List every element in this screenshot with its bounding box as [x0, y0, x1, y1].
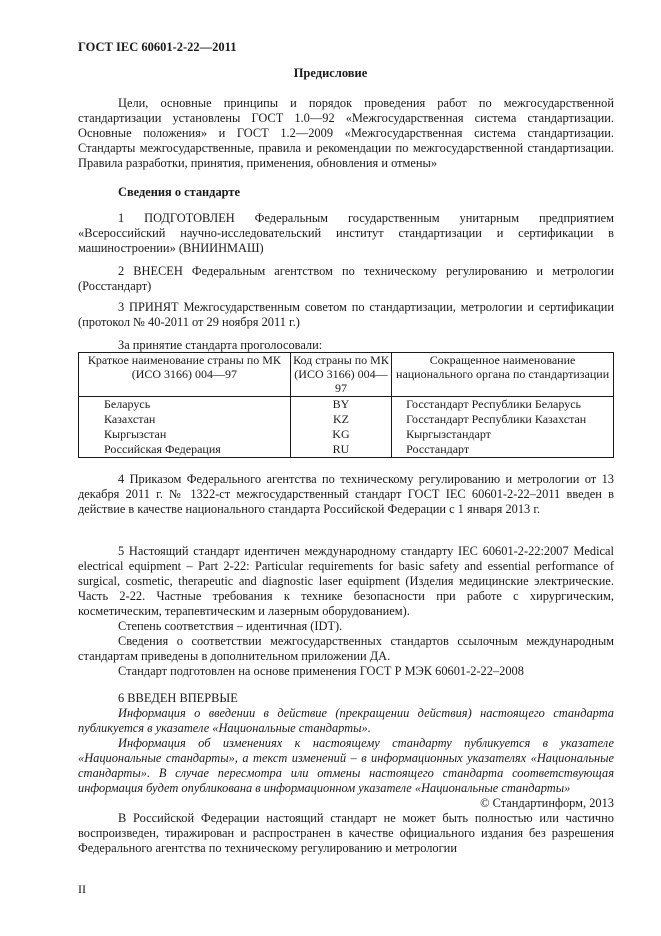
item-6-text: 6 ВВЕДЕН ВПЕРВЫЕ	[118, 691, 238, 705]
country-names-cell	[79, 397, 291, 458]
standards-bodies-cell	[392, 397, 614, 458]
item-4-text: 4 Приказом Федерального агентства по техническому регулированию и метрологии от 13 декабря 2011 г. № 1322-ст межгосударственный стандарт ГОСТ IEC 60601-2-22–2011 введен в действие в качестве национального стандарта Российской Федерации с 1 января 2013 г.	[78, 472, 614, 516]
document-code-header: ГОСТ IEC 60601-2-22—2011	[78, 40, 237, 54]
closing-paragraph: В Российской Федерации настоящий стандарт не может быть полностью или частично воспроизведен, тиражирован и распространен в качестве официального издания без разрешения Федерального агентства по техническому регулированию и метрологии	[78, 811, 614, 855]
note-changes-info: Информация об изменениях к настоящему стандарту публикуется в указателе «Национальные стандарты», а текст изменений – в информационных указателях «Национальные стандарты». В случае пересмотра или отмены настоящего стандарта соответствующая информация будет опубликована в информационном указателе «Национальные стандарты»	[78, 736, 614, 795]
item-5-paragraph	[78, 544, 614, 679]
table-header-row	[79, 353, 614, 397]
note-introduction-info: Информация о введении в действие (прекращении действия) настоящего стандарта публикуется в указателе «Национальные стандарты».	[78, 706, 614, 735]
country-name: Беларусь	[104, 397, 151, 411]
country-code: BY	[332, 397, 350, 411]
item-6-paragraph	[78, 691, 614, 856]
standards-body: Росстандарт	[406, 442, 470, 456]
table-row	[79, 397, 614, 458]
table-header-body: Сокращенное наименование национального органа по стандартизации	[392, 353, 614, 397]
item-2-paragraph	[78, 264, 614, 294]
item-5-basis: Стандарт подготовлен на основе применения ГОСТ Р МЭК 60601-2-22–2008	[118, 664, 524, 678]
intro-text: Цели, основные принципы и порядок проведения работ по межгосударственной стандартизации установлены ГОСТ 1.0—92 «Межгосударственная система стандартизации. Основные положения» и ГОСТ 1.2—2009 «Межгосударственная система стандартизации. Стандарты межгосударственные, правила и рекомендации по межгосударственной стандартизации. Правила разработки, принятия, применения, обновления и отмены»	[78, 96, 614, 170]
item-3-text: 3 ПРИНЯТ Межгосударственным советом по стандартизации, метрологии и сертификации (протокол № 40-2011 от 29 ноября 2011 г.)	[78, 300, 614, 329]
standards-body: Кыргызстандарт	[406, 427, 491, 441]
voting-countries-table	[78, 352, 614, 458]
table-header-country: Краткое наименование страны по МК (ИСО 3166) 004—97	[79, 353, 291, 397]
intro-paragraph	[78, 96, 614, 171]
item-2-text: 2 ВНЕСЕН Федеральным агентством по техническому регулированию и метрологии (Росстандарт)	[78, 264, 614, 293]
item-1-paragraph	[78, 211, 614, 256]
country-code: RU	[332, 442, 350, 456]
item-1-text: 1 ПОДГОТОВЛЕН Федеральным государственным унитарным предприятием «Всероссийский научно-исследовательский институт стандартизации и сертификации в машиностроении» (ВНИИНМАШ)	[78, 211, 614, 255]
country-name: Российская Федерация	[104, 442, 221, 456]
country-code: KZ	[332, 412, 349, 426]
item-5-text: 5 Настоящий стандарт идентичен международному стандарту IEC 60601-2-22:2007 Medical electrical equipment – Part 2-22: Particular requirements for basic safety and essential performance of surgical, cosmetic, therapeutic and diagnostic laser equipment (Изделия медицинские электрические. Часть 2-22. Частные требования к технике безопасности при работе с хирургическим, косметическим, терапевтическим и лазерным оборудованием).	[78, 544, 614, 618]
item-4-paragraph	[78, 472, 614, 517]
copyright-line: © Стандартинформ, 2013	[480, 796, 614, 810]
table-header-code: Код страны по МК (ИСО 3166) 004—97	[290, 353, 391, 397]
item-5-references: Сведения о соответствии межгосударственных стандартов ссылочным международным стандартам приведены в дополнительном приложении ДА.	[78, 634, 614, 663]
page-title: Предисловие	[293, 66, 368, 80]
page-number: II	[78, 882, 86, 896]
country-name: Кыргызстан	[104, 427, 167, 441]
item-3-paragraph	[78, 300, 614, 330]
country-name: Казахстан	[104, 412, 156, 426]
section-heading: Сведения о стандарте	[118, 185, 240, 199]
standards-body: Госстандарт Республики Беларусь	[406, 397, 582, 411]
table-caption: За принятие стандарта проголосовали:	[118, 338, 323, 352]
item-5-degree: Степень соответствия – идентичная (IDT).	[118, 619, 343, 633]
country-code: KG	[332, 427, 350, 441]
country-codes-cell	[290, 397, 391, 458]
standards-body: Госстандарт Республики Казахстан	[406, 412, 587, 426]
